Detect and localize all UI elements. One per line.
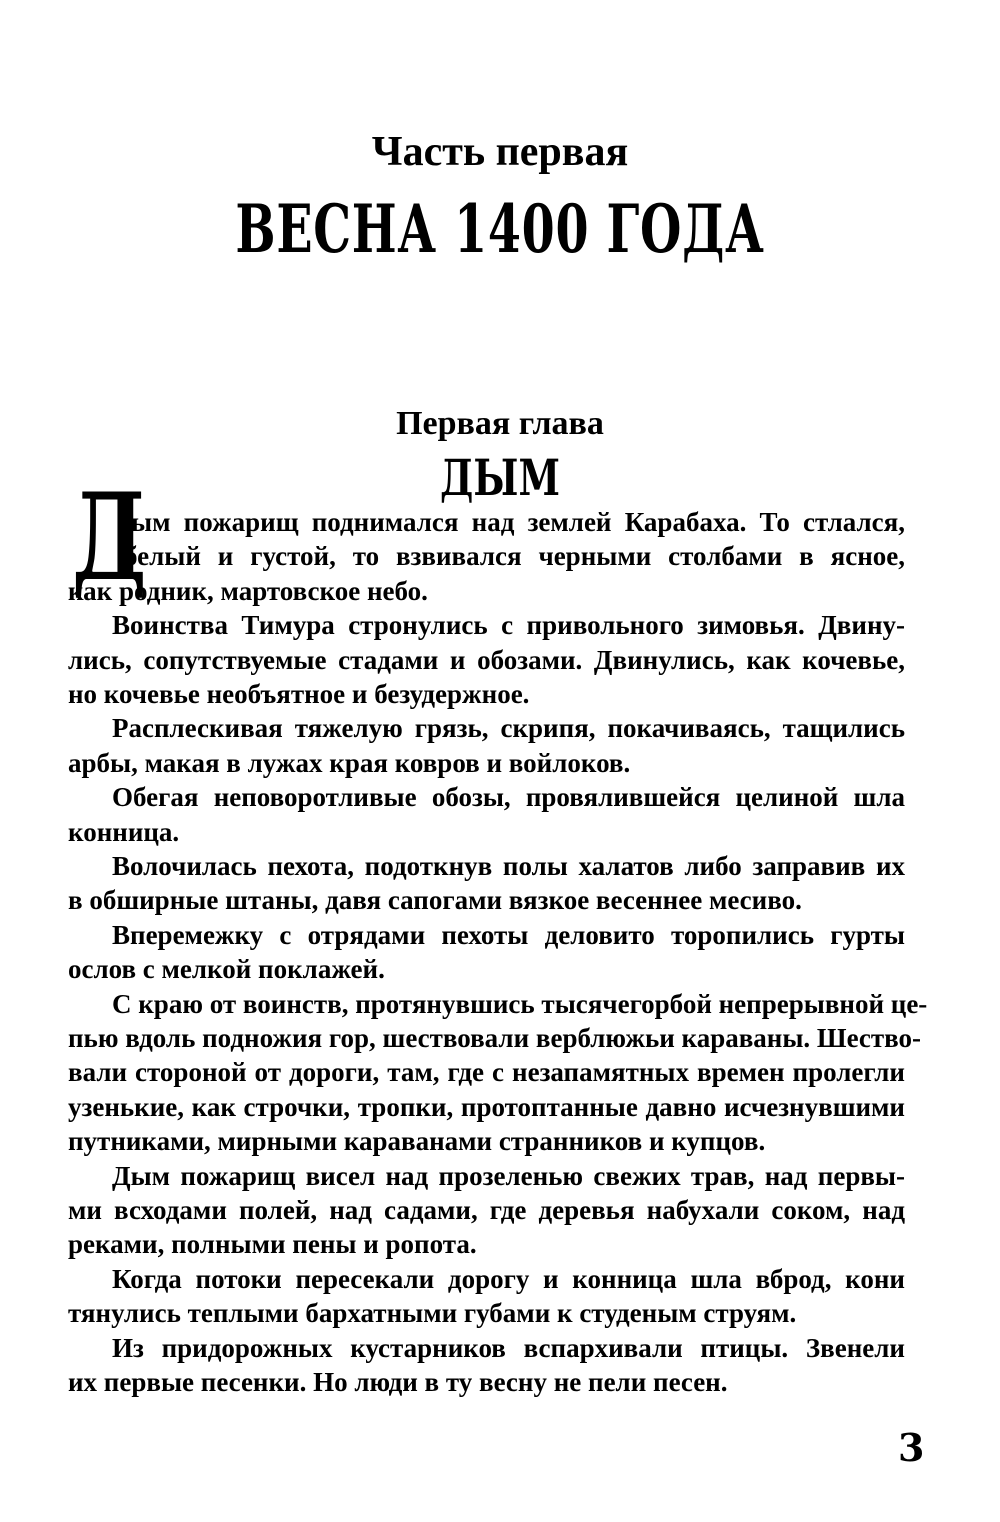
drop-cap: Д bbox=[72, 467, 147, 608]
text-line: путниками, мирными караванами странников и купцов. bbox=[68, 1126, 766, 1157]
text-line: арбы, макая в лужах края ковров и войлоков. bbox=[68, 747, 631, 778]
text-line: ослов с мелкой поклажей. bbox=[68, 954, 385, 985]
text-line: но кочевье необъятное и безудержное. bbox=[68, 679, 530, 709]
text-line: С краю от воинств, протянувшись тысячегорбой непрерывной це- bbox=[112, 988, 928, 1019]
text-line: как родник, мартовское небо. bbox=[68, 575, 428, 606]
text-line: Вперемежку с отрядами пехоты деловито торопились гурты bbox=[112, 919, 905, 950]
chapter-label: Первая глава bbox=[396, 405, 604, 442]
text-line: лись, сопутствуемые стадами и обозами. Двинулись, как кочевье, bbox=[68, 644, 905, 675]
text-line: Обегая неповоротливые обозы, провялившейся целиной шла bbox=[112, 782, 905, 813]
text-line: ми всходами полей, над садами, где деревья набухали соком, над bbox=[68, 1195, 905, 1225]
text-line: реками, полными пены и ропота. bbox=[68, 1229, 477, 1260]
text-line: вали стороной от дороги, там, где с незапамятных времен пролегли bbox=[68, 1057, 905, 1088]
page-number: 3 bbox=[898, 1425, 925, 1470]
text-line: их первые песенки. Но люди в ту весну не пели песен. bbox=[68, 1367, 728, 1397]
text-line: ым пожарищ поднимался над землей Карабаха. То стлался, bbox=[131, 507, 905, 537]
chapter-title: ДЫМ bbox=[440, 448, 560, 507]
text-line: Из придорожных кустарников вспархивали птицы. Звенели bbox=[112, 1332, 905, 1363]
text-line: в обширные штаны, давя сапогами вязкое весеннее месиво. bbox=[68, 885, 802, 916]
text-line: узенькие, как строчки, тропки, протоптанные давно исчезнувшими bbox=[68, 1091, 905, 1122]
text-line: белый и густой, то взвивался черными столбами в ясное, bbox=[124, 541, 905, 572]
part-label: Часть первая bbox=[371, 129, 629, 175]
text-line: Когда потоки пересекали дорогу и конница шла вброд, кони bbox=[112, 1263, 905, 1294]
text-line: конница. bbox=[68, 816, 180, 847]
text-line: Волочилась пехота, подоткнув полы халатов либо заправив их bbox=[112, 851, 905, 881]
text-line: Воинства Тимура стронулись с привольного зимовья. Двину- bbox=[112, 610, 905, 641]
text-line: Дым пожарищ висел над прозеленью свежих трав, над первы- bbox=[112, 1160, 905, 1191]
text-line: пью вдоль подножия гор, шествовали верблюжьи караваны. Шество- bbox=[68, 1023, 922, 1053]
part-title: ВЕСНА 1400 ГОДА bbox=[235, 190, 765, 268]
text-line: Расплескивая тяжелую грязь, скрипя, покачиваясь, тащились bbox=[112, 713, 905, 744]
text-line: тянулись теплыми бархатными губами к студеным струям. bbox=[68, 1298, 797, 1329]
